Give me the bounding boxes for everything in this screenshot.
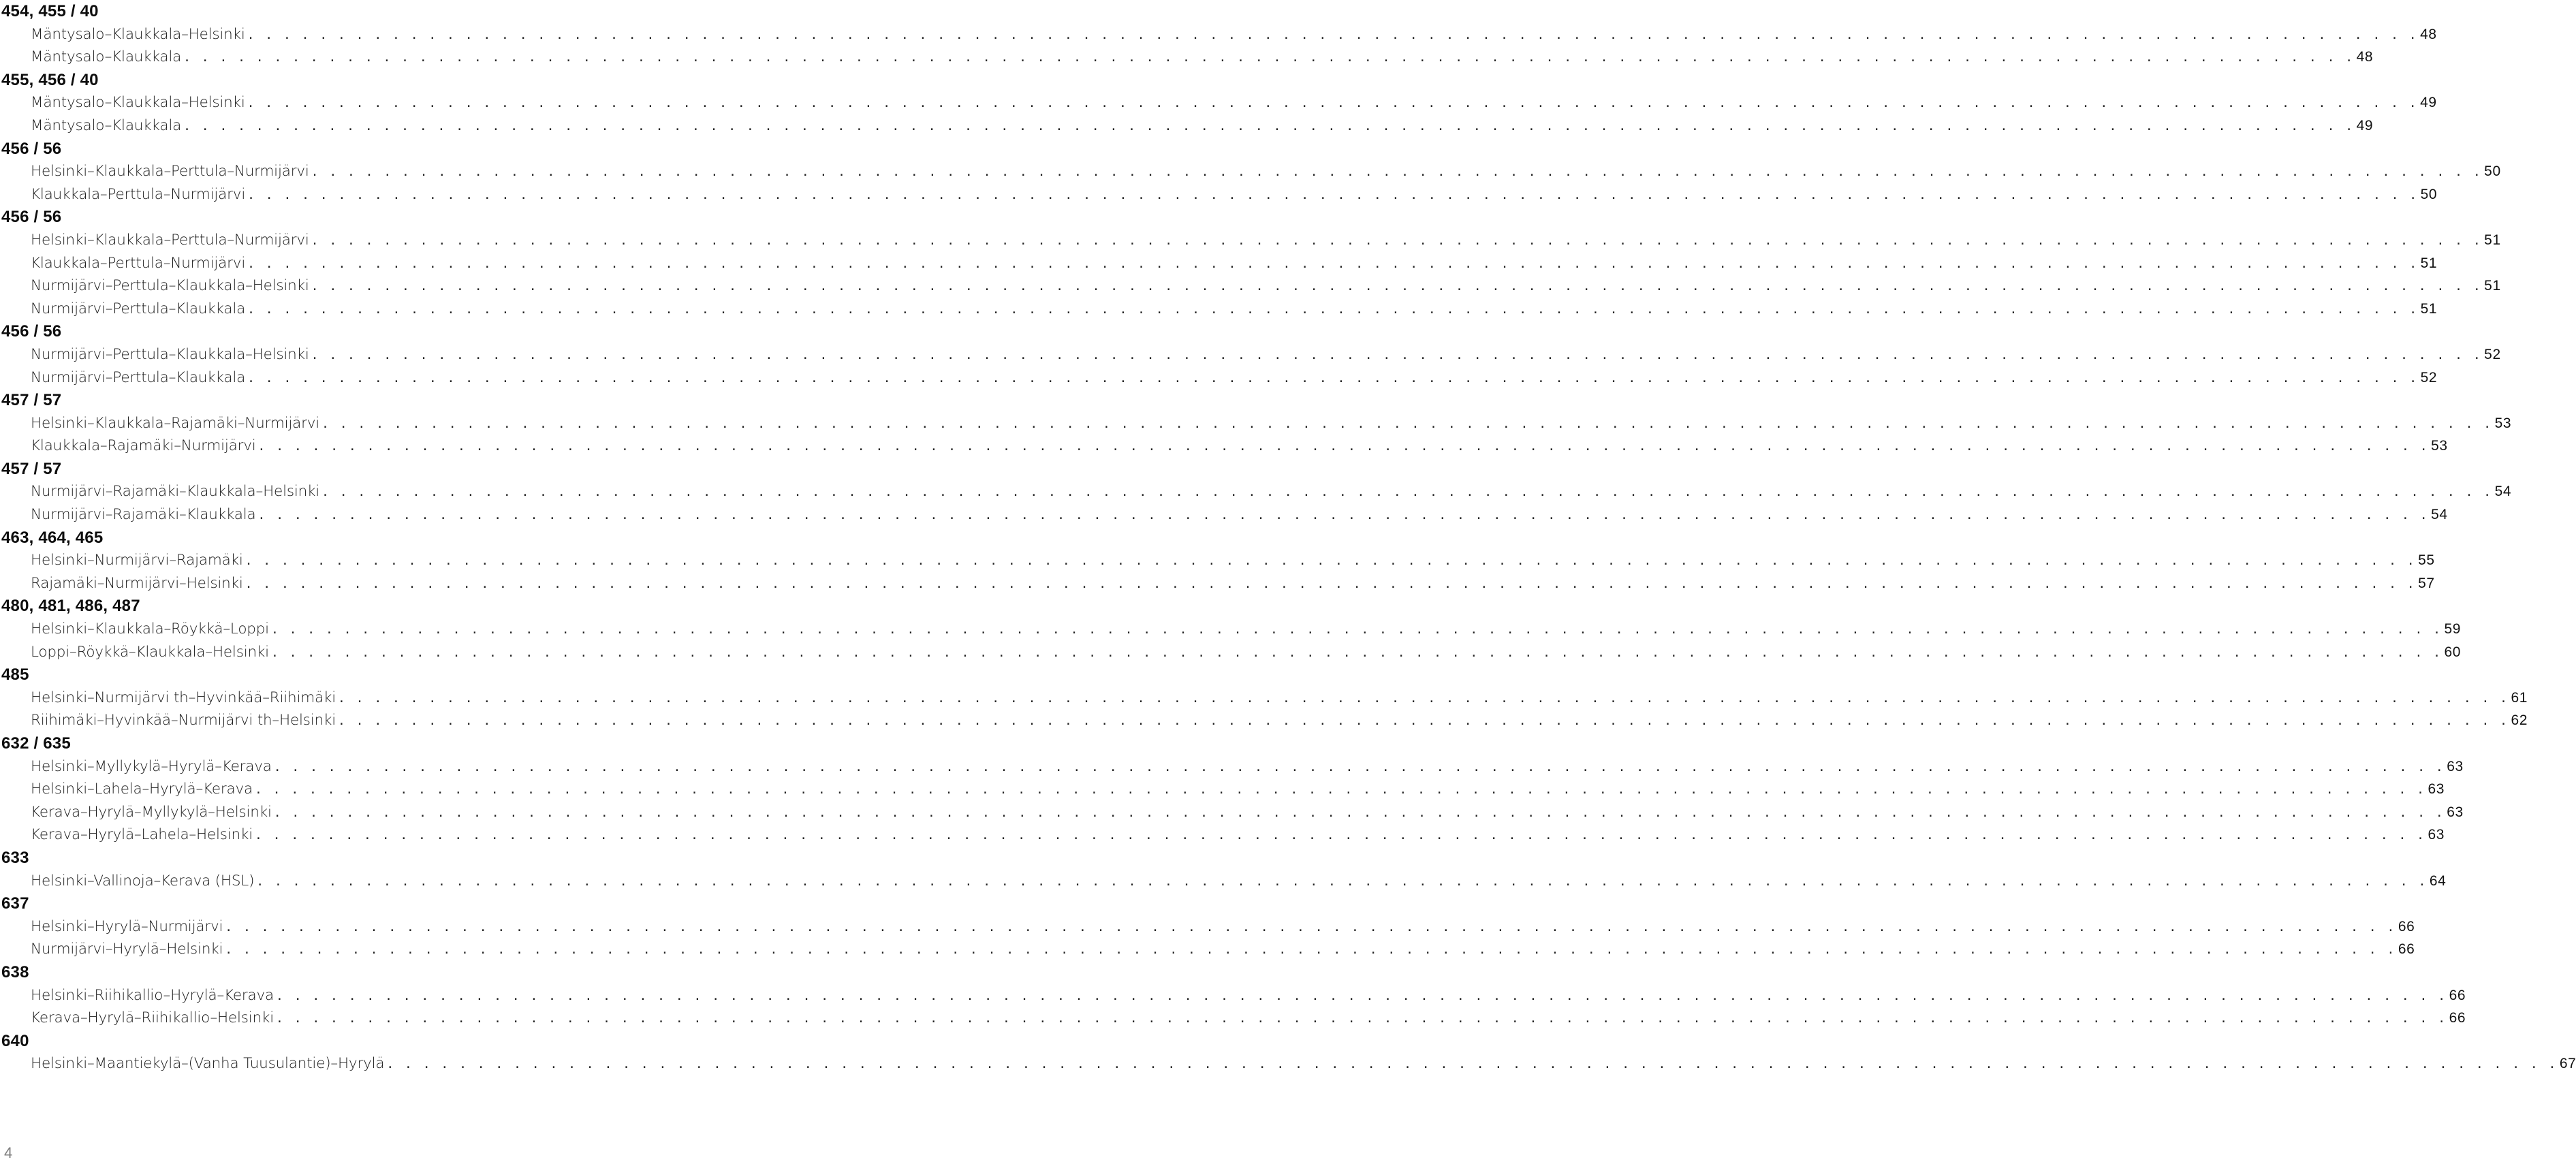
toc-entry[interactable] [0,229,2501,252]
toc-entry-page-number: 51 [2484,232,2501,248]
toc-entry-title: Nurmijärvi–Perttula–Klaukkala–Helsinki [31,277,309,295]
toc-entry-page-number: 66 [2398,941,2415,958]
route-group-heading: 463, 464, 465 [1,528,104,547]
toc-entry-title: Klaukkala–Rajamäki–Nurmijärvi [31,437,256,455]
toc-entry-title: Mäntysalo–Klaukkala [31,116,182,134]
dot-leader: . . . . . . . . . . . . . . . . . . . . . . . . . . . . . . . . . . . . . . . . . . . . . . . . . . . . . . . . . . . . . . . . . . . . . . . . . . . . . . . . . . . . . . . . . . . . . . . . . . . . . . . . . . . . . . . . . . . . . . . . [254,783,2426,798]
toc-entry[interactable] [0,709,2528,732]
toc-entry-title: Loppi–Röykkä–Klaukkala–Helsinki [31,643,269,661]
toc-entry-page-number: 50 [2484,163,2501,180]
route-group-heading: 454, 455 / 40 [1,2,99,20]
toc-entry-page-number: 51 [2420,300,2438,317]
toc-entry[interactable] [0,366,2438,390]
toc-entry-page-number: 61 [2511,689,2528,706]
toc-entry-page-number: 53 [2494,415,2512,431]
toc-entry-page-number: 48 [2420,26,2437,42]
toc-entry-title: Kerava–Hyrylä–Lahela–Helsinki [31,826,253,844]
dot-leader: . . . . . . . . . . . . . . . . . . . . . . . . . . . . . . . . . . . . . . . . . . . . . . . . . . . . . . . . . . . . . . . . . . . . . . . . . . . . . . . . . . . . . . . . . . . . . . . . . . . . . . . . . . . . . . . . . . . . . . . . [270,645,2443,660]
toc-entry[interactable] [0,687,2528,710]
toc-entry-title: Helsinki–Vallinoja–Kerava (HSL) [31,872,255,890]
route-group-heading: 633 [1,848,29,867]
toc-entry[interactable] [0,755,2464,778]
toc-entry-title: Helsinki–Maantiekylä–(Vanha Tuusulantie)–Hyrylä [31,1055,385,1073]
toc-entry[interactable] [0,435,2448,458]
toc-entry[interactable] [0,183,2438,206]
toc-entry[interactable] [0,46,2374,69]
dot-leader: . . . . . . . . . . . . . . . . . . . . . . . . . . . . . . . . . . . . . . . . . . . . . . . . . . . . . . . . . . . . . . . . . . . . . . . . . . . . . . . . . . . . . . . . . . . . . . . . . . . . . . . . . . . . . . . . . . . . . . . . [247,27,2419,42]
dot-leader: . . . . . . . . . . . . . . . . . . . . . . . . . . . . . . . . . . . . . . . . . . . . . . . . . . . . . . . . . . . . . . . . . . . . . . . . . . . . . . . . . . . . . . . . . . . . . . . . . . . . . . . . . . . . . . . . . . . . . . . . [247,302,2419,317]
toc-entry-title: Rajamäki–Nurmijärvi–Helsinki [31,574,243,592]
dot-leader: . . . . . . . . . . . . . . . . . . . . . . . . . . . . . . . . . . . . . . . . . . . . . . . . . . . . . . . . . . . . . . . . . . . . . . . . . . . . . . . . . . . . . . . . . . . . . . . . . . . . . . . . . . . . . . . . . . . . . . . . [276,988,2447,1003]
toc-entry-title: Nurmijärvi–Rajamäki–Klaukkala [31,506,256,524]
toc-entry[interactable] [0,572,2435,595]
dot-leader: . . . . . . . . . . . . . . . . . . . . . . . . . . . . . . . . . . . . . . . . . . . . . . . . . . . . . . . . . . . . . . . . . . . . . . . . . . . . . . . . . . . . . . . . . . . . . . . . . . . . . . . . . . . . . . . . . . . . . . . . [257,508,2430,523]
dot-leader: . . . . . . . . . . . . . . . . . . . . . . . . . . . . . . . . . . . . . . . . . . . . . . . . . . . . . . . . . . . . . . . . . . . . . . . . . . . . . . . . . . . . . . . . . . . . . . . . . . . . . . . . . . . . . . . . . . . . . . . . [247,256,2419,271]
toc-entry-page-number: 50 [2420,186,2438,202]
toc-entry-page-number: 54 [2494,484,2512,500]
route-group-heading: 485 [1,665,29,685]
toc-entry[interactable] [0,91,2437,114]
toc-entry-title: Nurmijärvi–Rajamäki–Klaukkala–Helsinki [31,483,320,501]
toc-entry-page-number: 55 [2418,552,2435,569]
dot-leader: . . . . . . . . . . . . . . . . . . . . . . . . . . . . . . . . . . . . . . . . . . . . . . . . . . . . . . . . . . . . . . . . . . . . . . . . . . . . . . . . . . . . . . . . . . . . . . . . . . . . . . . . . . . . . . . . . . . . . . . . [257,439,2430,454]
dot-leader: . . . . . . . . . . . . . . . . . . . . . . . . . . . . . . . . . . . . . . . . . . . . . . . . . . . . . . . . . . . . . . . . . . . . . . . . . . . . . . . . . . . . . . . . . . . . . . . . . . . . . . . . . . . . . . . . . . . . . . . . [256,874,2428,889]
toc-entry-page-number: 49 [2356,117,2374,133]
toc-entry-title: Helsinki–Riihikallio–Hyrylä–Kerava [31,986,274,1004]
toc-entry-page-number: 49 [2420,95,2437,111]
toc-entry[interactable] [0,23,2437,46]
route-group-heading: 457 / 57 [1,391,62,410]
toc-entry-title: Nurmijärvi–Perttula–Klaukkala [31,368,246,386]
toc-entry-title: Helsinki–Nurmijärvi–Rajamäki [31,552,243,569]
toc-entry[interactable] [0,343,2501,366]
toc-entry-title: Helsinki–Lahela–Hyrylä–Kerava [31,781,253,798]
toc-entry-page-number: 63 [2428,827,2445,843]
toc-entry[interactable] [0,503,2448,526]
route-group-heading: 457 / 57 [1,459,62,478]
toc-entry-title: Mäntysalo–Klaukkala–Helsinki [31,94,245,112]
dot-leader: . . . . . . . . . . . . . . . . . . . . . . . . . . . . . . . . . . . . . . . . . . . . . . . . . . . . . . . . . . . . . . . . . . . . . . . . . . . . . . . . . . . . . . . . . . . . . . . . . . . . . . . . . . . . . . . . . . . . . . . . [270,623,2443,638]
toc-entry[interactable] [0,778,2445,801]
dot-leader: . . . . . . . . . . . . . . . . . . . . . . . . . . . . . . . . . . . . . . . . . . . . . . . . . . . . . . . . . . . . . . . . . . . . . . . . . . . . . . . . . . . . . . . . . . . . . . . . . . . . . . . . . . . . . . . . . . . . . . . . [245,554,2417,569]
toc-entry-title: Klaukkala–Perttula–Nurmijärvi [31,185,246,203]
route-group-heading: 456 / 56 [1,322,62,341]
dot-leader: . . . . . . . . . . . . . . . . . . . . . . . . . . . . . . . . . . . . . . . . . . . . . . . . . . . . . . . . . . . . . . . . . . . . . . . . . . . . . . . . . . . . . . . . . . . . . . . . . . . . . . . . . . . . . . . . . . . . . . . . [225,943,2396,958]
toc-entry[interactable] [0,412,2512,435]
toc-entry-title: Kerava–Hyrylä–Myllykylä–Helsinki [31,803,272,821]
toc-entry-title: Mäntysalo–Klaukkala [31,48,182,66]
dot-leader: . . . . . . . . . . . . . . . . . . . . . . . . . . . . . . . . . . . . . . . . . . . . . . . . . . . . . . . . . . . . . . . . . . . . . . . . . . . . . . . . . . . . . . . . . . . . . . . . . . . . . . . . . . . . . . . . . . . . . . . . [225,919,2396,934]
toc-entry-page-number: 66 [2449,1010,2466,1026]
toc-entry-title: Helsinki–Klaukkala–Perttula–Nurmijärvi [31,163,309,180]
toc-entry[interactable] [0,480,2512,503]
toc-entry-title: Helsinki–Klaukkala–Perttula–Nurmijärvi [31,231,309,249]
toc-entry-title: Mäntysalo–Klaukkala–Helsinki [31,25,245,43]
toc-entry-page-number: 51 [2484,278,2501,294]
toc-entry-page-number: 52 [2420,369,2438,386]
dot-leader: . . . . . . . . . . . . . . . . . . . . . . . . . . . . . . . . . . . . . . . . . . . . . . . . . . . . . . . . . . . . . . . . . . . . . . . . . . . . . . . . . . . . . . . . . . . . . . . . . . . . . . . . . . . . . . . . . . . . . . . . [386,1057,2558,1072]
toc-entry-page-number: 63 [2428,781,2445,798]
dot-leader: . . . . . . . . . . . . . . . . . . . . . . . . . . . . . . . . . . . . . . . . . . . . . . . . . . . . . . . . . . . . . . . . . . . . . . . . . . . . . . . . . . . . . . . . . . . . . . . . . . . . . . . . . . . . . . . . . . . . . . . . [245,576,2417,591]
toc-entry[interactable] [0,641,2462,664]
toc-entry-page-number: 53 [2431,438,2448,454]
toc-entry-title: Helsinki–Klaukkala–Röykkä–Loppi [31,620,269,638]
toc-entry-page-number: 60 [2444,644,2462,660]
dot-leader: . . . . . . . . . . . . . . . . . . . . . . . . . . . . . . . . . . . . . . . . . . . . . . . . . . . . . . . . . . . . . . . . . . . . . . . . . . . . . . . . . . . . . . . . . . . . . . . . . . . . . . . . . . . . . . . . . . . . . . . . [247,371,2419,386]
toc-entry[interactable] [0,823,2445,847]
dot-leader: . . . . . . . . . . . . . . . . . . . . . . . . . . . . . . . . . . . . . . . . . . . . . . . . . . . . . . . . . . . . . . . . . . . . . . . . . . . . . . . . . . . . . . . . . . . . . . . . . . . . . . . . . . . . . . . . . . . . . . . . [247,187,2419,202]
dot-leader: . . . . . . . . . . . . . . . . . . . . . . . . . . . . . . . . . . . . . . . . . . . . . . . . . . . . . . . . . . . . . . . . . . . . . . . . . . . . . . . . . . . . . . . . . . . . . . . . . . . . . . . . . . . . . . . . . . . . . . . . [337,691,2509,706]
route-group-heading: 480, 481, 486, 487 [1,597,140,616]
toc-entry-title: Nurmijärvi–Hyrylä–Helsinki [31,941,223,958]
toc-entry-title: Riihimäki–Hyvinkää–Nurmijärvi th–Helsinki [31,712,336,729]
toc-entry-page-number: 48 [2356,49,2374,65]
route-group-heading: 456 / 56 [1,139,62,158]
toc-entry[interactable] [0,274,2501,298]
toc-entry[interactable] [0,984,2466,1007]
toc-entry[interactable] [0,1052,2576,1075]
toc-entry[interactable] [0,801,2464,824]
page-number: 4 [4,1144,13,1161]
dot-leader: . . . . . . . . . . . . . . . . . . . . . . . . . . . . . . . . . . . . . . . . . . . . . . . . . . . . . . . . . . . . . . . . . . . . . . . . . . . . . . . . . . . . . . . . . . . . . . . . . . . . . . . . . . . . . . . . . . . . . . . . [321,485,2493,500]
toc-entry[interactable] [0,252,2438,275]
route-group-heading: 455, 456 / 40 [1,70,99,89]
dot-leader: . . . . . . . . . . . . . . . . . . . . . . . . . . . . . . . . . . . . . . . . . . . . . . . . . . . . . . . . . . . . . . . . . . . . . . . . . . . . . . . . . . . . . . . . . . . . . . . . . . . . . . . . . . . . . . . . . . . . . . . . [273,805,2445,820]
toc-entry-page-number: 64 [2429,872,2447,889]
toc-entry[interactable] [0,870,2447,893]
toc-entry-page-number: 52 [2484,346,2501,362]
dot-leader: . . . . . . . . . . . . . . . . . . . . . . . . . . . . . . . . . . . . . . . . . . . . . . . . . . . . . . . . . . . . . . . . . . . . . . . . . . . . . . . . . . . . . . . . . . . . . . . . . . . . . . . . . . . . . . . . . . . . . . . . [311,233,2483,248]
toc-entry-page-number: 54 [2431,507,2448,523]
toc-entry-page-number: 63 [2447,758,2464,774]
dot-leader: . . . . . . . . . . . . . . . . . . . . . . . . . . . . . . . . . . . . . . . . . . . . . . . . . . . . . . . . . . . . . . . . . . . . . . . . . . . . . . . . . . . . . . . . . . . . . . . . . . . . . . . . . . . . . . . . . . . . . . . . [247,96,2419,111]
toc-entry[interactable] [0,1007,2466,1030]
toc-entry-title: Helsinki–Klaukkala–Rajamäki–Nurmijärvi [31,414,320,432]
dot-leader: . . . . . . . . . . . . . . . . . . . . . . . . . . . . . . . . . . . . . . . . . . . . . . . . . . . . . . . . . . . . . . . . . . . . . . . . . . . . . . . . . . . . . . . . . . . . . . . . . . . . . . . . . . . . . . . . . . . . . . . . [276,1011,2447,1026]
toc-entry-page-number: 66 [2398,918,2415,934]
dot-leader: . . . . . . . . . . . . . . . . . . . . . . . . . . . . . . . . . . . . . . . . . . . . . . . . . . . . . . . . . . . . . . . . . . . . . . . . . . . . . . . . . . . . . . . . . . . . . . . . . . . . . . . . . . . . . . . . . . . . . . . . [337,714,2509,729]
toc-entry[interactable] [0,915,2415,939]
dot-leader: . . . . . . . . . . . . . . . . . . . . . . . . . . . . . . . . . . . . . . . . . . . . . . . . . . . . . . . . . . . . . . . . . . . . . . . . . . . . . . . . . . . . . . . . . . . . . . . . . . . . . . . . . . . . . . . . . . . . . . . . [183,50,2355,65]
toc-entry-page-number: 67 [2559,1056,2576,1072]
toc-entry-title: Klaukkala–Perttula–Nurmijärvi [31,254,246,272]
toc-entry-page-number: 57 [2418,575,2435,591]
route-group-heading: 638 [1,962,29,981]
toc-entry-title: Helsinki–Myllykylä–Hyrylä–Kerava [31,757,272,775]
toc-entry-page-number: 62 [2511,712,2528,729]
toc-entry-title: Nurmijärvi–Perttula–Klaukkala–Helsinki [31,345,309,363]
toc-entry[interactable] [0,549,2435,572]
dot-leader: . . . . . . . . . . . . . . . . . . . . . . . . . . . . . . . . . . . . . . . . . . . . . . . . . . . . . . . . . . . . . . . . . . . . . . . . . . . . . . . . . . . . . . . . . . . . . . . . . . . . . . . . . . . . . . . . . . . . . . . . [321,416,2493,431]
toc-entry-page-number: 59 [2444,621,2462,638]
toc-entry-page-number: 63 [2447,804,2464,820]
dot-leader: . . . . . . . . . . . . . . . . . . . . . . . . . . . . . . . . . . . . . . . . . . . . . . . . . . . . . . . . . . . . . . . . . . . . . . . . . . . . . . . . . . . . . . . . . . . . . . . . . . . . . . . . . . . . . . . . . . . . . . . . [311,279,2483,294]
toc-entry-page-number: 66 [2449,987,2466,1003]
dot-leader: . . . . . . . . . . . . . . . . . . . . . . . . . . . . . . . . . . . . . . . . . . . . . . . . . . . . . . . . . . . . . . . . . . . . . . . . . . . . . . . . . . . . . . . . . . . . . . . . . . . . . . . . . . . . . . . . . . . . . . . . [183,119,2355,133]
route-group-heading: 632 / 635 [1,734,71,753]
toc-entry-title: Nurmijärvi–Perttula–Klaukkala [31,300,246,317]
toc-entry[interactable] [0,618,2462,641]
dot-leader: . . . . . . . . . . . . . . . . . . . . . . . . . . . . . . . . . . . . . . . . . . . . . . . . . . . . . . . . . . . . . . . . . . . . . . . . . . . . . . . . . . . . . . . . . . . . . . . . . . . . . . . . . . . . . . . . . . . . . . . . [311,347,2483,362]
toc-entry[interactable] [0,160,2501,183]
dot-leader: . . . . . . . . . . . . . . . . . . . . . . . . . . . . . . . . . . . . . . . . . . . . . . . . . . . . . . . . . . . . . . . . . . . . . . . . . . . . . . . . . . . . . . . . . . . . . . . . . . . . . . . . . . . . . . . . . . . . . . . . [273,759,2445,774]
dot-leader: . . . . . . . . . . . . . . . . . . . . . . . . . . . . . . . . . . . . . . . . . . . . . . . . . . . . . . . . . . . . . . . . . . . . . . . . . . . . . . . . . . . . . . . . . . . . . . . . . . . . . . . . . . . . . . . . . . . . . . . . [311,165,2483,180]
toc-entry[interactable] [0,938,2415,961]
toc-entry-title: Helsinki–Nurmijärvi th–Hyvinkää–Riihimäki [31,689,336,706]
dot-leader: . . . . . . . . . . . . . . . . . . . . . . . . . . . . . . . . . . . . . . . . . . . . . . . . . . . . . . . . . . . . . . . . . . . . . . . . . . . . . . . . . . . . . . . . . . . . . . . . . . . . . . . . . . . . . . . . . . . . . . . . [254,828,2426,843]
toc-entry[interactable] [0,298,2438,321]
route-group-heading: 637 [1,894,29,913]
toc-entry-title: Kerava–Hyrylä–Riihikallio–Helsinki [31,1009,274,1027]
toc-entry-page-number: 51 [2420,255,2438,271]
toc-entry[interactable] [0,114,2374,138]
route-group-heading: 640 [1,1031,29,1050]
route-group-heading: 456 / 56 [1,208,62,227]
toc-entry-title: Helsinki–Hyrylä–Nurmijärvi [31,917,223,935]
